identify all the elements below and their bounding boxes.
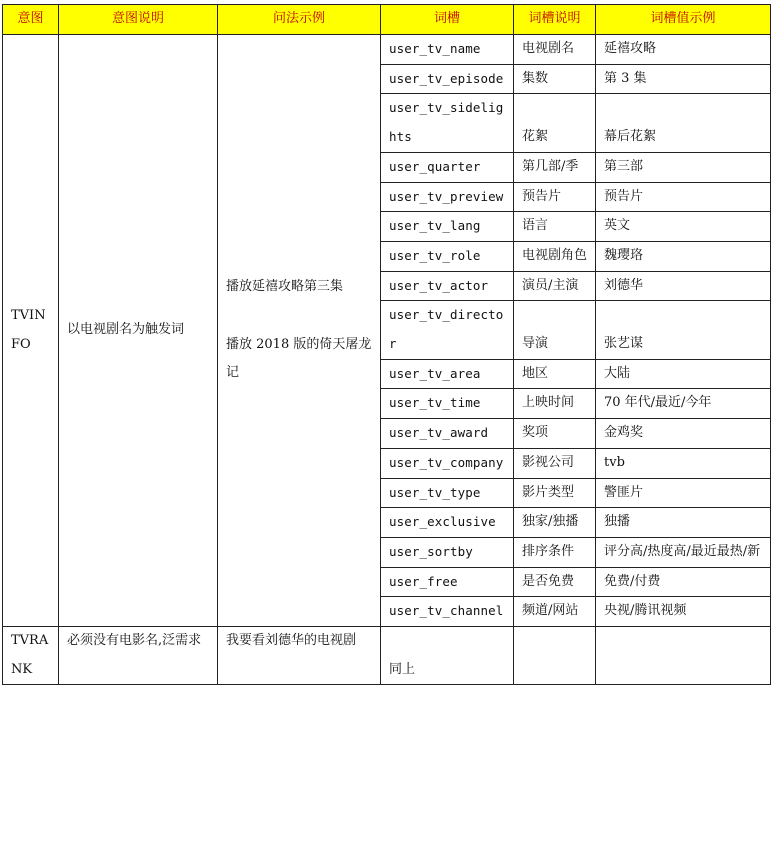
slot-desc: 集数: [514, 64, 596, 94]
slot-desc: 电视剧名: [514, 35, 596, 65]
slot-value: 预告片: [596, 182, 771, 212]
slot-desc: 地区: [514, 359, 596, 389]
slot-value: 英文: [596, 212, 771, 242]
slot-name: user_tv_lang: [381, 212, 514, 242]
slot-desc: 频道/网站: [514, 597, 596, 627]
slot-desc: 排序条件: [514, 537, 596, 567]
slot-name: user_tv_company: [381, 448, 514, 478]
table-row: [3, 627, 771, 685]
slot-name: user_free: [381, 567, 514, 597]
query-examples-cell: [218, 35, 381, 627]
slot-name: user_tv_role: [381, 241, 514, 271]
slot-value: 张艺谋: [596, 301, 771, 359]
slot-value: [596, 627, 771, 685]
slot-name: 同上: [381, 627, 514, 685]
slot-desc: [514, 627, 596, 685]
slot-value: 延禧攻略: [596, 35, 771, 65]
slot-value: 金鸡奖: [596, 419, 771, 449]
slot-desc: 影片类型: [514, 478, 596, 508]
slot-desc: 花絮: [514, 94, 596, 152]
slot-desc: 第几部/季: [514, 152, 596, 182]
slot-name: user_tv_channel: [381, 597, 514, 627]
query-example: 播放 2018 版的倚天屠龙记: [226, 336, 372, 381]
slot-name: user_tv_episode: [381, 64, 514, 94]
slot-value: 独播: [596, 508, 771, 538]
slot-name: user_tv_area: [381, 359, 514, 389]
slot-name: user_tv_director: [381, 301, 514, 359]
table-row: [3, 35, 771, 65]
slot-value: 70 年代/最近/今年: [596, 389, 771, 419]
slot-name: user_exclusive: [381, 508, 514, 538]
header-slot-desc: 词槽说明: [514, 5, 596, 35]
slot-value: 刘德华: [596, 271, 771, 301]
header-row: [3, 5, 771, 35]
header-intent-desc: 意图说明: [59, 5, 218, 35]
header-slot: 词槽: [381, 5, 514, 35]
slot-value: 央视/腾讯视频: [596, 597, 771, 627]
slot-desc: 独家/独播: [514, 508, 596, 538]
slot-desc: 演员/主演: [514, 271, 596, 301]
slot-value: 第三部: [596, 152, 771, 182]
slot-name: user_tv_actor: [381, 271, 514, 301]
slot-value: 免费/付费: [596, 567, 771, 597]
slot-desc: 是否免费: [514, 567, 596, 597]
slot-value: tvb: [596, 448, 771, 478]
header-query-examples: 问法示例: [218, 5, 381, 35]
slot-name: user_sortby: [381, 537, 514, 567]
slot-name: user_tv_name: [381, 35, 514, 65]
slot-desc: 奖项: [514, 419, 596, 449]
slot-desc: 预告片: [514, 182, 596, 212]
slot-value: 警匪片: [596, 478, 771, 508]
intent-cell: TVRANK: [3, 627, 59, 685]
query-examples-cell: 我要看刘德华的电视剧: [218, 627, 381, 685]
slot-desc: 影视公司: [514, 448, 596, 478]
slot-name: user_tv_sidelights: [381, 94, 514, 152]
slot-name: user_tv_time: [381, 389, 514, 419]
slot-value: 幕后花絮: [596, 94, 771, 152]
slot-name: user_tv_preview: [381, 182, 514, 212]
slot-desc: 语言: [514, 212, 596, 242]
intent-desc-cell: 必须没有电影名,泛需求: [59, 627, 218, 685]
header-intent: 意图: [3, 5, 59, 35]
slot-desc: 导演: [514, 301, 596, 359]
slot-name: user_quarter: [381, 152, 514, 182]
slot-name: user_tv_award: [381, 419, 514, 449]
slot-value: 评分高/热度高/最近最热/新: [596, 537, 771, 567]
slot-value: 大陆: [596, 359, 771, 389]
header-slot-value-examples: 词槽值示例: [596, 5, 771, 35]
slot-value: 第 3 集: [596, 64, 771, 94]
slot-desc: 上映时间: [514, 389, 596, 419]
slot-desc: 电视剧角色: [514, 241, 596, 271]
intent-desc-cell: 以电视剧名为触发词: [59, 35, 218, 627]
slot-value: 魏璎珞: [596, 241, 771, 271]
query-example: 播放延禧攻略第三集: [226, 279, 344, 295]
slot-name: user_tv_type: [381, 478, 514, 508]
intent-slot-table: [2, 4, 771, 685]
intent-cell: TVINFO: [3, 35, 59, 627]
